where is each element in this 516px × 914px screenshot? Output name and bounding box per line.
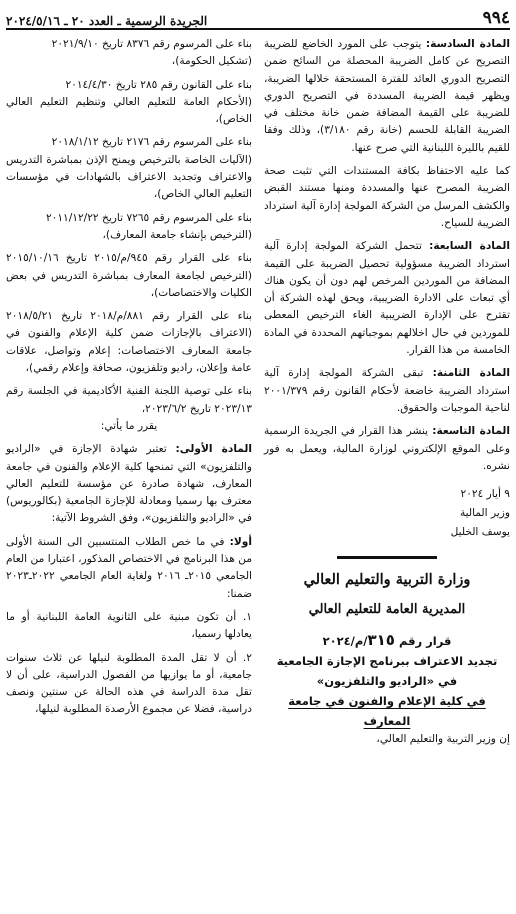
consideration-item — [6, 210, 252, 245]
left-column — [6, 36, 252, 749]
consideration-line: بناء على توصية اللجنة الفنية الأكاديمية في الجلسة رقم ٢٠٢٣/١٣ تاريخ ٢٠٢٣/٦/٢، — [6, 385, 252, 415]
consideration-item — [6, 250, 252, 302]
article-6-text: يتوجب على المورد الخاضع للضريبة التصريح عن كامل الضريبة المحصلة من السائح ضمن التصريح الدوري العائد للفترة المستحقة خلالها الضريبة، ويظهر قيمة الضريبة المسددة في التصريح الدوري للضريبة على القيمة المضافة ضمن خانة مختلف في الضريبة القابلة للحسم (خانة رقم ٣/١٨٠)، وذلك وفقا للقيم بالليرة اللبنانية التي صرح عنها. — [264, 38, 510, 154]
first-clause-text: في ما خص الطلاب المنتسبين الى السنة الأولى من هذا البرنامج في الاختصاص المذكور، اعتبارا من العام الجامعي ٢٠١٥ـ ٢٠١٦ ولغاية العام الجامعي ٢٠٢٢ـ٢٠٢٣ ضمنا: — [6, 535, 252, 600]
signature-date: ٩ أيار ٢٠٢٤ — [460, 488, 510, 501]
article-6-label: المادة السادسة: — [425, 38, 511, 50]
consideration-line: بناء على المرسوم رقم ٢١٧٦ تاريخ ٢٠١٨/١/١٢ — [51, 136, 252, 149]
ministry-heading: وزارة التربية والتعليم العالي — [303, 571, 471, 589]
decision-line-3: في كلية الإعلام والفنون في جامعة المعارف — [288, 694, 486, 729]
article-9 — [264, 423, 510, 475]
consideration-line: بناء على القرار رقم ٨٨١/م/٢٠١٨ تاريخ ٢٠١٨/٥/٢١ (الاعتراف بالإجازات ضمن كلية الإعلام والفنون في جامعة المعارف الاختصاصات: إعلام وتواصل، علاقات عامة وإعلان، راديو وتلفزيون، صحافة وإعلام رقمي)، — [6, 310, 252, 375]
signature-title: وزير المالية — [459, 507, 510, 520]
directorate-heading: المديرية العامة للتعليم العالي — [308, 602, 466, 618]
considerations-list — [6, 36, 252, 418]
consideration-item — [6, 308, 252, 377]
consideration-line: بناء على المرسوم رقم ٧٢٦٥ تاريخ ٢٠١١/١٢/٢٢ — [45, 211, 252, 224]
consideration-subject: (الترخيص بإنشاء جامعة المعارف)، — [102, 228, 252, 241]
retention-paragraph: كما عليه الاحتفاظ بكافة المستندات التي تثبت صحة الضريبة المصرح عنها والمسددة ومنها مستند القبض والكشف المرسل من الشركة المولجة إدارة آلية استرداد الضريبة للسياح. — [264, 165, 510, 229]
gazette-title: الجريدة الرسمية ـ العدد ٢٠ ـ ٢٠٢٤/٥/١٦ — [6, 14, 208, 28]
article-1-text: تعتبر شهادة الإجازة في «الراديو والتلفزيون» التي تمنحها كلية الإعلام والفنون في جامعة المعارف، شهادة صادرة عن مؤسسة للتعليم العالي معترف بها رسميا ومعادلة للإجازة الجامعية (بكالوريوس) في «الراديو والتلفزيون»، وفق الشروط الآتية: — [6, 443, 252, 525]
consideration-line: بناء على المرسوم رقم ٨٣٧٦ تاريخ ٢٠٢١/٩/١٠ — [51, 38, 252, 50]
first-clause — [6, 534, 252, 603]
page-number: ٩٩٤ — [482, 8, 510, 28]
article-7-label: المادة السابعة: — [429, 240, 511, 253]
article-8 — [264, 365, 510, 417]
signature-block — [264, 485, 510, 542]
decision-number: ٣١٥ — [367, 631, 395, 650]
condition-1: ١. أن تكون مبنية على الثانوية العامة اللبنانية أو ما يعادلها رسميا، — [6, 610, 252, 641]
consideration-line: بناء على القرار رقم ٩٤٥/م/٢٠١٥ تاريخ ٢٠١٥/١٠/١٦ (الترخيص لجامعة المعارف بمباشرة التدريس في بعض الكليات والاختصاصات)، — [6, 252, 252, 299]
section-divider — [337, 556, 437, 559]
first-clause-label: أولا: — [229, 535, 252, 548]
consideration-item — [6, 36, 252, 71]
article-8-text: تبقى الشركة المولجة إدارة آلية استرداد الضريبة خاضعة لأحكام القانون رقم ٢٠٠١/٣٧٩ لناحية الموجبات والحقوق. — [264, 367, 510, 414]
condition-2: ٢. أن لا تقل المدة المطلوبة لنيلها عن ثلاث سنوات جامعية، أو ما يوازيها من الفصول الدراسية، على أن لا تقل مدة الدراسة في هذه الحالة عن سنتين ونصف دراسية، فضلا عن مجموع الأرصدة المطلوبة لنيلها، — [6, 651, 252, 716]
consideration-item — [6, 77, 252, 129]
article-9-label: المادة التاسعة: — [432, 425, 510, 438]
decision-title: تجديد الاعتراف ببرنامج الإجازة الجامعية — [276, 654, 498, 669]
article-9-text: ينشر هذا القرار في الجريدة الرسمية وعلى الموقع الإلكتروني لوزارة المالية، ويعمل به فور نشره. — [264, 425, 510, 472]
consideration-subject: (تشكيل الحكومة)، — [171, 55, 252, 68]
signature-name: يوسف الخليل — [450, 526, 510, 539]
right-column — [264, 36, 510, 749]
page-columns — [6, 36, 510, 749]
consideration-item — [6, 383, 252, 418]
article-1-label: المادة الأولى: — [175, 443, 253, 456]
consideration-subject: (الأحكام العامة للتعليم العالي وتنظيم التعليم العالي الخاص)، — [6, 95, 252, 126]
decision-suffix: /م/٢٠٢٤ — [322, 634, 368, 649]
article-8-label: المادة الثامنة: — [432, 367, 510, 380]
decision-prefix: قرار رقم — [398, 634, 452, 649]
decision-line-2: في «الراديو والتلفزيون» — [316, 674, 458, 689]
page-header — [6, 4, 510, 30]
article-6 — [264, 36, 510, 157]
article-1 — [6, 441, 252, 527]
consideration-line: بناء على القانون رقم ٢٨٥ تاريخ ٢٠١٤/٤/٣٠ — [65, 78, 252, 91]
consideration-subject: (الآليات الخاصة بالترخيص ويمنح الإذن بمباشرة التدريس والاعتراف وتجديد الاعتراف بالشهادات في مؤسسات التعليم العالي الخاص)، — [6, 153, 252, 201]
article-7 — [264, 238, 510, 359]
decision-heading — [264, 630, 510, 731]
minister-intro: إن وزير التربية والتعليم العالي، — [376, 733, 510, 746]
decides-line: يقرر ما يأتي: — [100, 419, 158, 432]
consideration-item — [6, 134, 252, 203]
article-7-text: تتحمل الشركة المولجة إدارة آلية استرداد الضريبة مسؤولية تحصيل الضريبة على القيمة المضافة من الموردين المرخص لهم دون أن يكون هناك أي تبعات على الادارة الضريبية، ويحق لهذه الشركة أن تقترح على الإدارة الضريبية الغاء الترخيص المعطى للموردين في حال اخلالهم بموجباتهم المحددة في المادة الخامسة من هذا القرار. — [264, 240, 510, 357]
decision-number-line — [264, 630, 510, 651]
